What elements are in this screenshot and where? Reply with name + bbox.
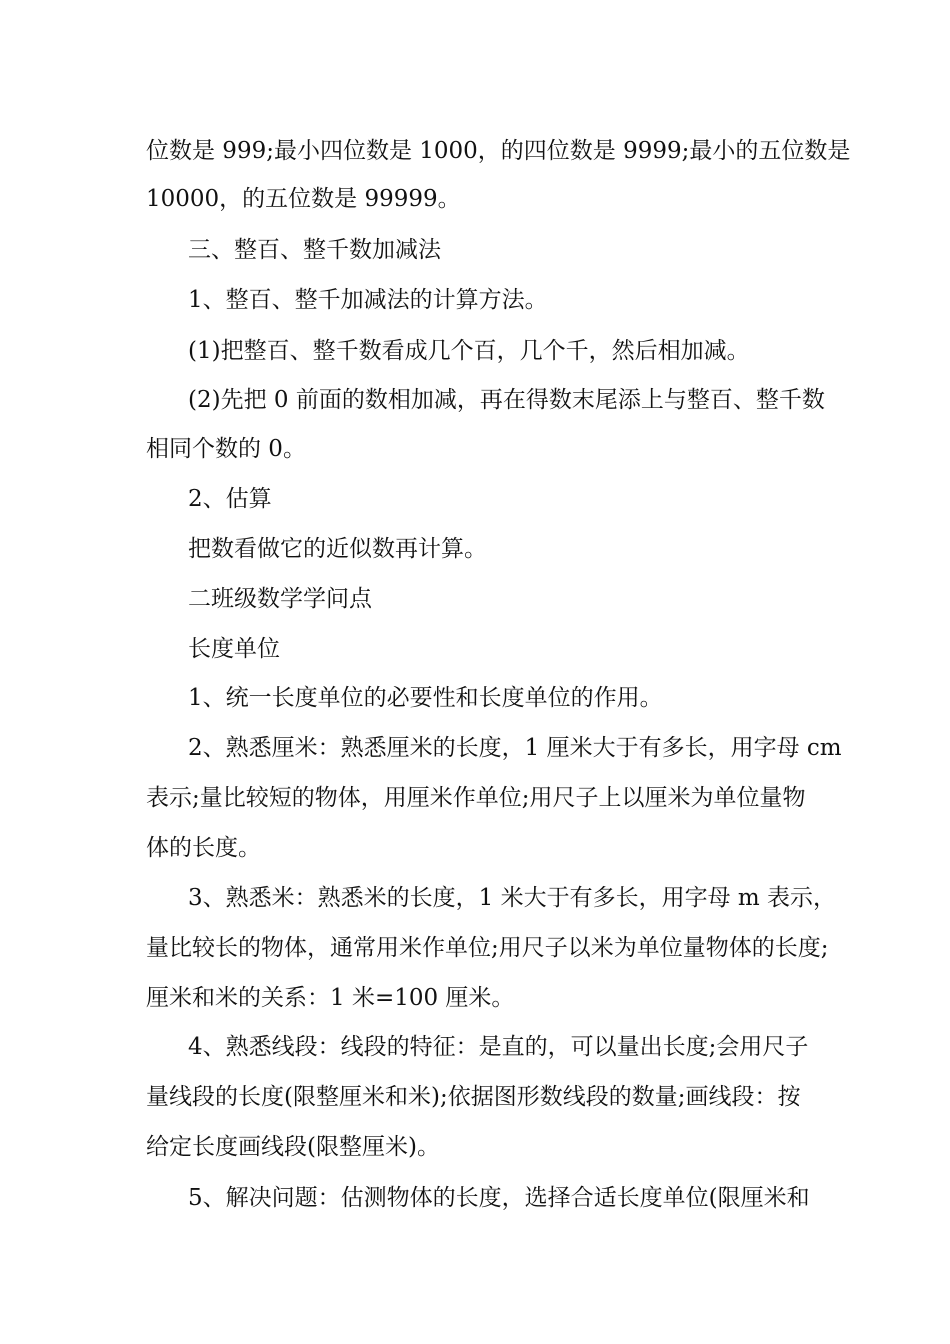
text-line: 4、熟悉线段：线段的特征：是直的，可以量出长度;会用尺子 (188, 1034, 809, 1060)
text-line: 量线段的长度(限整厘米和米);依据图形数线段的数量;画线段：按 (146, 1084, 801, 1110)
text-line: 3、熟悉米：熟悉米的长度，1 米大于有多长，用字母 m 表示， (188, 885, 837, 911)
text-line: 1、整百、整千加减法的计算方法。 (188, 287, 548, 313)
text-line: 把数看做它的近似数再计算。 (188, 536, 487, 562)
text-line: 厘米和米的关系：1 米=100 厘米。 (146, 985, 515, 1011)
text-line: 1、统一长度单位的必要性和长度单位的作用。 (188, 685, 663, 711)
text-line: 表示;量比较短的物体，用厘米作单位;用尺子上以厘米为单位量物 (146, 785, 806, 811)
text-line: 位数是 999;最小四位数是 1000，的四位数是 9999;最小的五位数是 (146, 138, 851, 164)
text-line: 2、熟悉厘米：熟悉厘米的长度，1 厘米大于有多长，用字母 cm (188, 735, 842, 761)
text-line: (2)先把 0 前面的数相加减，再在得数末尾添上与整百、整千数 (188, 387, 825, 413)
section-heading: 长度单位 (188, 636, 280, 662)
text-line: (1)把整百、整千数看成几个百，几个千，然后相加减。 (188, 338, 750, 364)
text-line: 2、估算 (188, 486, 272, 512)
text-line: 给定长度画线段(限整厘米)。 (146, 1134, 440, 1160)
section-heading: 二班级数学学问点 (188, 586, 372, 612)
text-line: 量比较长的物体，通常用米作单位;用尺子以米为单位量物体的长度; (146, 935, 829, 961)
text-line: 10000，的五位数是 99999。 (146, 186, 461, 212)
text-line: 体的长度。 (146, 835, 261, 861)
text-line: 相同个数的 0。 (146, 436, 306, 462)
text-line: 5、解决问题：估测物体的长度，选择合适长度单位(限厘米和 (188, 1185, 810, 1211)
section-heading: 三、整百、整千数加减法 (188, 237, 441, 263)
